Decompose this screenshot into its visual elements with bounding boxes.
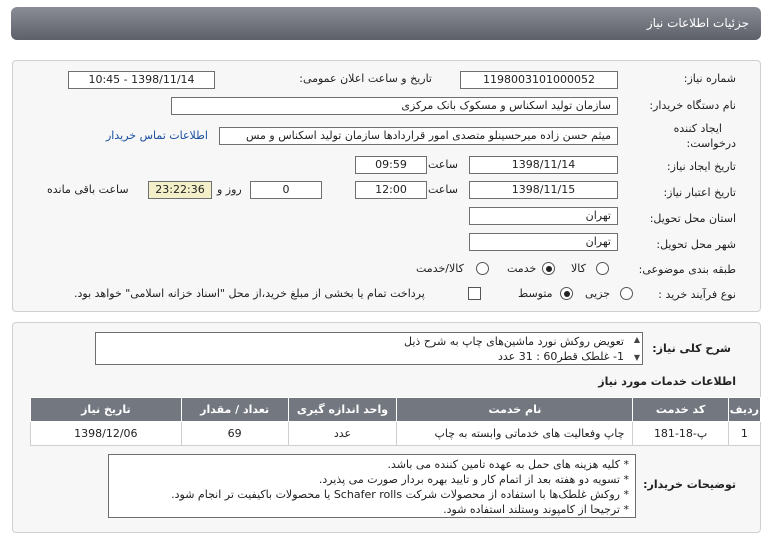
need-number-field[interactable]: 1198003101000052 (460, 71, 618, 89)
col-service-code: کد خدمت (633, 398, 728, 422)
announce-label: تاریخ و ساعت اعلان عمومی: (299, 72, 432, 85)
category-option-service: خدمت (507, 262, 537, 275)
cell-need-date: 1398/12/06 (31, 422, 182, 446)
creator-label-line2: درخواست: (686, 137, 736, 150)
buyer-field[interactable]: سازمان تولید اسکناس و مسکوک بانک مرکزی (171, 97, 618, 115)
col-unit: واحد اندازه گیری (288, 398, 397, 422)
create-time-label: ساعت (428, 158, 458, 171)
remaining-label: ساعت باقی مانده (47, 183, 129, 196)
create-date-label: تاریخ ایجاد نیاز: (666, 160, 736, 173)
cell-unit: عدد (288, 422, 397, 446)
create-time-field[interactable]: 09:59 (355, 156, 427, 174)
process-radio-minor[interactable] (620, 287, 633, 300)
summary-textarea[interactable] (95, 332, 643, 365)
col-service-name: نام خدمت (397, 398, 633, 422)
col-quantity: تعداد / مقدار (181, 398, 288, 422)
province-label: استان محل تحویل: (649, 212, 736, 225)
process-label: نوع فرآیند خرید : (658, 288, 736, 301)
buyer-label: نام دستگاه خریدار: (649, 99, 736, 112)
scroll-up-icon[interactable]: ▲ (633, 335, 640, 344)
col-row-number: ردیف (728, 398, 760, 422)
services-header-row (31, 398, 761, 422)
valid-date-field[interactable]: 1398/11/15 (469, 181, 618, 199)
category-option-goods: کالا (571, 262, 586, 275)
summary-line-2: 1- غلطک قطر60 : 31 عدد (497, 350, 624, 363)
buyer-contact-link[interactable]: اطلاعات تماس خریدار (106, 129, 208, 142)
valid-time-label: ساعت (428, 183, 458, 196)
cell-service-name: چاپ وفعالیت های خدماتی وابسته به چاپ (397, 422, 633, 446)
cell-quantity: 69 (181, 422, 288, 446)
buyer-notes-box[interactable] (108, 454, 636, 518)
city-field[interactable]: تهران (469, 233, 618, 251)
buyer-note-line: * کلیه هزینه های حمل به عهده تامین کننده می باشد. (387, 458, 629, 471)
days-label: روز و (217, 183, 242, 196)
remaining-time-field: 23:22:36 (148, 181, 212, 199)
treasury-payment-checkbox[interactable] (468, 287, 481, 300)
valid-date-label: تاریخ اعتبار نیاز: (663, 186, 736, 199)
scroll-down-icon[interactable]: ▼ (633, 353, 640, 362)
category-radio-service[interactable] (542, 262, 555, 275)
need-number-label: شماره نیاز: (683, 72, 736, 85)
process-radio-medium[interactable] (560, 287, 573, 300)
buyer-note-line: * روکش غلطک‌ها با استفاده از محصولات شرکت Schafer rolls یا محصولات باکیفیت تر انجام شود. (171, 488, 629, 501)
cell-row-number: 1 (728, 422, 760, 446)
process-option-minor: جزیی (585, 287, 611, 300)
buyer-note-line: * ترجیحا از کامپوند وستلند استفاده شود. (443, 503, 629, 516)
cell-service-code: پ-18-181 (633, 422, 728, 446)
summary-label: شرح کلی نیاز: (652, 342, 731, 355)
city-label: شهر محل تحویل: (656, 238, 736, 251)
valid-time-field[interactable]: 12:00 (355, 181, 427, 199)
summary-line-1: تعویض روکش نورد ماشین‌های چاپ به شرح ذیل (404, 335, 624, 348)
services-section-title: اطلاعات خدمات مورد نیاز (598, 375, 736, 388)
table-row[interactable] (31, 422, 761, 446)
create-date-field[interactable]: 1398/11/14 (469, 156, 618, 174)
page-title-bar (11, 7, 761, 40)
page-title: جزئیات اطلاعات نیاز (646, 16, 749, 30)
category-radio-goods[interactable] (596, 262, 609, 275)
services-table (30, 397, 761, 446)
category-option-goods-service: کالا/خدمت (416, 262, 464, 275)
province-field[interactable]: تهران (469, 207, 618, 225)
creator-label-line1: ایجاد کننده (673, 122, 722, 135)
remaining-days-field[interactable]: 0 (250, 181, 322, 199)
announce-date-field[interactable]: 1398/11/14 - 10:45 (68, 71, 215, 89)
category-radio-goods-service[interactable] (476, 262, 489, 275)
category-label: طبقه بندی موضوعی: (638, 263, 736, 276)
treasury-payment-note: پرداخت تمام یا بخشی از مبلغ خرید،از محل "اسناد خزانه اسلامی" خواهد بود. (74, 287, 425, 300)
process-option-medium: متوسط (518, 287, 553, 300)
creator-field[interactable]: میثم حسن زاده میرحسینلو متصدی امور قراردادها سازمان تولید اسکناس و مس (219, 127, 618, 145)
col-need-date: تاریخ نیاز (31, 398, 182, 422)
buyer-notes-label: توضیحات خریدار: (643, 478, 736, 491)
buyer-note-line: * تسویه دو هفته بعد از اتمام کار و تایید بهره بردار صورت می پذیرد. (318, 473, 629, 486)
